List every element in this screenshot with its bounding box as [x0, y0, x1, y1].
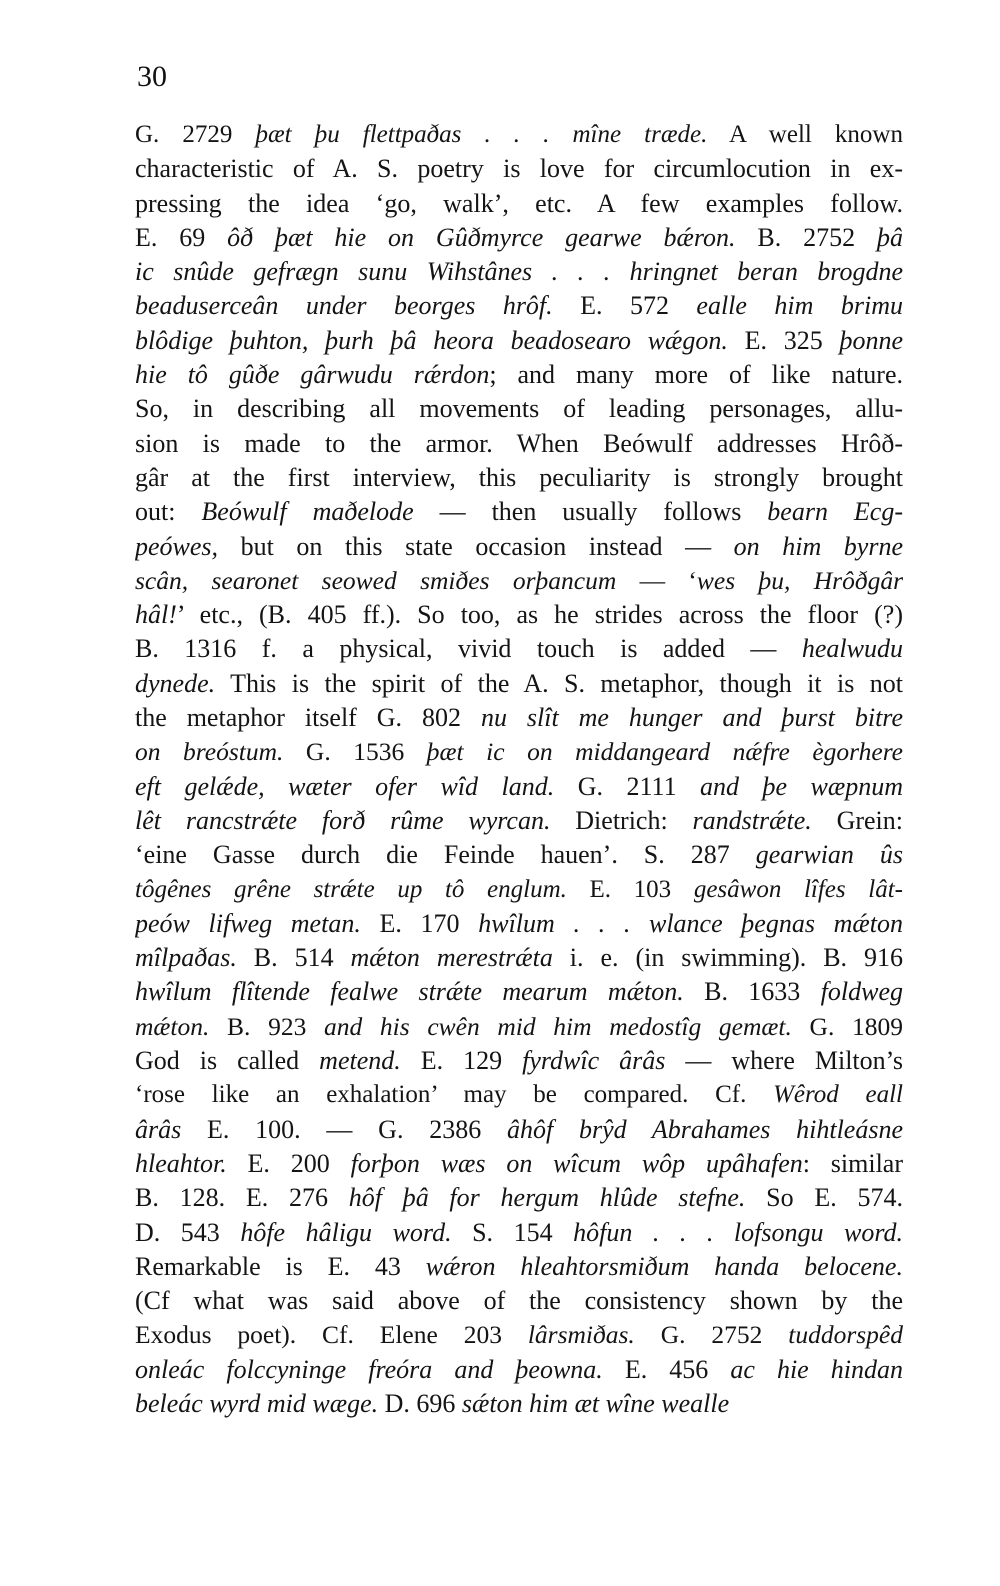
italic-quote-text: bearn Ecg- — [767, 497, 903, 527]
italic-quote-text: gesâwon lîfes lât- — [693, 875, 903, 903]
roman-text: ’ etc., (B. 405 ff.). So too, as he strides across the floor (?) — [176, 600, 903, 630]
roman-text: B. 1633 — [683, 977, 821, 1007]
text-line — [135, 804, 903, 838]
italic-quote-text: metend. — [319, 1046, 401, 1076]
text-line — [135, 1113, 903, 1147]
text-line — [135, 735, 903, 769]
roman-text: E. 200 — [226, 1148, 351, 1178]
roman-text: S. 154 — [451, 1217, 574, 1247]
roman-text: D. 696 — [378, 1388, 462, 1418]
italic-quote-text: sǽton him æt wîne wealle — [461, 1388, 730, 1418]
text-line — [135, 770, 903, 804]
roman-text: A well known — [707, 121, 903, 148]
roman-text: D. 543 — [135, 1217, 241, 1247]
roman-text: E. 325 — [727, 325, 840, 355]
roman-text: E. 456 — [602, 1354, 731, 1384]
roman-text: This is the spirit of the A. S. metaphor, though it is not — [215, 668, 903, 698]
text-line — [135, 1250, 903, 1284]
text-line — [135, 1284, 903, 1318]
italic-quote-text: beaduserceân under beorges hrôf. — [135, 291, 553, 321]
roman-text: E. 100. — G. 2386 — [181, 1114, 507, 1144]
italic-quote-text: forþon wæs on wîcum wôp upâhafen — [350, 1148, 803, 1178]
italic-quote-text: onleác folccyninge freóra and þeowna. — [135, 1354, 603, 1384]
italic-quote-text: peów lifweg metan. — [135, 908, 361, 938]
text-line — [135, 152, 903, 186]
italic-quote-text: ic snûde gefrægn sunu Wihstânes . . . hringnet beran brogdne — [135, 257, 903, 287]
italic-quote-text: lêt rancstrǽte forð rûme wyrcan. — [135, 805, 551, 835]
italic-quote-text: hôf þâ for hergum hlûde stefne. — [348, 1183, 746, 1213]
roman-text: — then usually follows — [413, 497, 768, 527]
italic-quote-text: ac hie hindan — [730, 1354, 903, 1384]
roman-text: gâr at the first interview, this peculiarity is strongly brought — [135, 462, 903, 492]
roman-text: So E. 574. — [745, 1183, 903, 1213]
roman-text: So, in describing all movements of leading personages, allu- — [135, 394, 903, 424]
roman-text: i. e. (in swimming). B. 916 — [552, 943, 903, 973]
roman-text: out: — [135, 497, 202, 527]
italic-quote-text: blôdige þuhton, þurh þâ heora beadosearo wǽgon. — [135, 325, 728, 355]
italic-quote-text: scân, searonet seowed smiðes orþancum — [135, 565, 617, 595]
roman-text: : similar — [802, 1148, 903, 1178]
roman-text: God is called — [135, 1046, 320, 1076]
roman-text: ‘eine Gasse durch die Feinde hauen’. S. 287 — [135, 840, 756, 870]
italic-quote-text: hâl! — [135, 600, 177, 630]
text-line — [135, 632, 903, 666]
roman-text: sion is made to the armor. When Beówulf addresses Hrôð- — [135, 428, 903, 458]
text-line — [135, 1318, 903, 1352]
italic-quote-text: hwîlum . . . wlance þegnas mǽton — [478, 908, 903, 938]
roman-text: B. 2752 — [735, 222, 877, 252]
italic-quote-text: mǽton merestrǽta — [350, 943, 553, 973]
text-line — [135, 461, 903, 495]
italic-quote-text: nu slît me hunger and þurst bitre — [480, 703, 903, 733]
roman-text: characteristic of A. S. poetry is love for circumlocution in ex- — [135, 154, 903, 184]
text-line — [135, 1181, 903, 1215]
roman-text: (Cf what was said above of the consistency shown by the — [135, 1286, 903, 1316]
italic-quote-text: Wêrod eall — [773, 1081, 903, 1109]
text-line — [135, 392, 903, 426]
text-line — [135, 324, 903, 358]
italic-quote-text: hie tô gûðe gârwudu rǽrdon — [135, 360, 490, 390]
italic-quote-text: foldweg — [820, 977, 903, 1007]
text-line — [135, 564, 903, 598]
italic-quote-text: randstrǽte. — [692, 805, 812, 835]
roman-text: — ‘ — [616, 565, 697, 595]
roman-text: G. 2729 — [135, 121, 256, 148]
roman-text: B. 923 — [209, 1011, 324, 1041]
text-line — [135, 530, 903, 564]
text-line — [135, 221, 903, 255]
roman-text: but on this state occasion instead — — [218, 531, 734, 561]
text-line — [135, 598, 903, 632]
roman-text: Exodus poet). Cf. Elene 203 — [135, 1320, 528, 1350]
text-line — [135, 1044, 903, 1078]
italic-quote-text: dynede. — [135, 668, 216, 698]
roman-text: B. 1316 f. a physical, vivid touch is added — — [135, 634, 802, 664]
italic-quote-text: and his cwên mid him medostîg gemæt. — [324, 1011, 792, 1041]
roman-text: G. 1536 — [283, 737, 427, 767]
text-line — [135, 1147, 903, 1181]
italic-quote-text: lârsmiðas. — [527, 1320, 635, 1350]
roman-text: ; and many more of like nature. — [489, 360, 903, 390]
text-line — [135, 1216, 903, 1250]
roman-text: E. 69 — [135, 222, 228, 252]
italic-quote-text: hôfe hâligu word. — [240, 1217, 452, 1247]
roman-text: Grein: — [811, 805, 903, 835]
italic-quote-text: and þe wæpnum — [700, 771, 903, 801]
roman-text: Remarkable is E. 43 — [135, 1251, 426, 1281]
italic-quote-text: ealle him brimu — [696, 291, 903, 321]
italic-quote-text: þâ — [877, 222, 903, 252]
roman-text: E. 129 — [400, 1046, 523, 1076]
italic-quote-text: wǽron hleahtorsmiðum handa belocene. — [425, 1251, 903, 1281]
italic-quote-text: gearwian ûs — [755, 840, 903, 870]
text-line — [135, 1353, 903, 1387]
body-text — [135, 118, 903, 1421]
italic-quote-text: ôð þæt hie on Gûðmyrce gearwe bǽron. — [227, 222, 736, 252]
italic-quote-text: healwudu — [801, 634, 903, 664]
italic-quote-text: ârâs — [135, 1114, 182, 1144]
italic-quote-text: hleahtor. — [135, 1148, 227, 1178]
italic-quote-text: on him byrne — [733, 531, 903, 561]
italic-quote-text: þæt ic on middangeard nǽfre ègorhere — [426, 737, 903, 767]
roman-text: ‘rose like an exhalation’ may be compared. Cf. — [135, 1081, 774, 1109]
text-line — [135, 667, 903, 701]
roman-text: G. 1809 — [791, 1011, 903, 1041]
text-line — [135, 118, 903, 152]
roman-text: E. 170 — [360, 908, 479, 938]
text-line — [135, 1010, 903, 1044]
roman-text: E. 572 — [552, 291, 697, 321]
roman-text: E. 103 — [566, 875, 694, 903]
text-line — [135, 941, 903, 975]
text-line — [135, 187, 903, 221]
italic-quote-text: fyrdwîc ârâs — [522, 1046, 666, 1076]
text-line — [135, 873, 903, 907]
roman-text: pressing the idea ‘go, walk’, etc. A few examples follow. — [135, 188, 903, 218]
roman-text: — where Milton’s — [665, 1046, 903, 1076]
text-line — [135, 358, 903, 392]
italic-quote-text: mîlpaðas. — [135, 943, 237, 973]
italic-quote-text: Beówulf maðelode — [201, 497, 414, 527]
italic-quote-text: hwîlum flîtende fealwe strǽte mearum mǽton. — [135, 977, 684, 1007]
roman-text: the metaphor itself G. 802 — [135, 703, 481, 733]
italic-quote-text: hôfun . . . lofsongu word. — [573, 1217, 903, 1247]
italic-quote-text: âhôf brŷd Abrahames hihtleásne — [506, 1114, 903, 1144]
italic-quote-text: mǽton. — [135, 1011, 210, 1041]
roman-text: Dietrich: — [550, 805, 693, 835]
roman-text: B. 128. E. 276 — [135, 1183, 349, 1213]
italic-quote-text: þæt þu flettpaðas . . . mîne træde. — [255, 121, 708, 148]
text-line — [135, 975, 903, 1009]
text-line — [135, 1078, 903, 1112]
italic-quote-text: eft gelǽde, wæter ofer wîd land. — [135, 771, 555, 801]
roman-text: G. 2111 — [554, 771, 701, 801]
page-number: 30 — [137, 60, 167, 93]
text-line — [135, 289, 903, 323]
text-line — [135, 1387, 903, 1421]
italic-quote-text: beleác wyrd mid wæge. — [135, 1388, 379, 1418]
italic-quote-text: peówes, — [135, 531, 219, 561]
text-line — [135, 255, 903, 289]
text-line — [135, 701, 903, 735]
text-line — [135, 907, 903, 941]
text-line — [135, 495, 903, 529]
italic-quote-text: tuddorspêd — [788, 1320, 903, 1350]
italic-quote-text: tôgênes grêne strǽte up tô englum. — [135, 875, 567, 903]
italic-quote-text: þonne — [839, 325, 903, 355]
roman-text: B. 514 — [236, 943, 351, 973]
text-line — [135, 427, 903, 461]
roman-text: G. 2752 — [634, 1320, 789, 1350]
text-line — [135, 838, 903, 872]
italic-quote-text: on breóstum. — [135, 737, 284, 767]
italic-quote-text: wes þu, Hrôðgâr — [696, 565, 903, 595]
